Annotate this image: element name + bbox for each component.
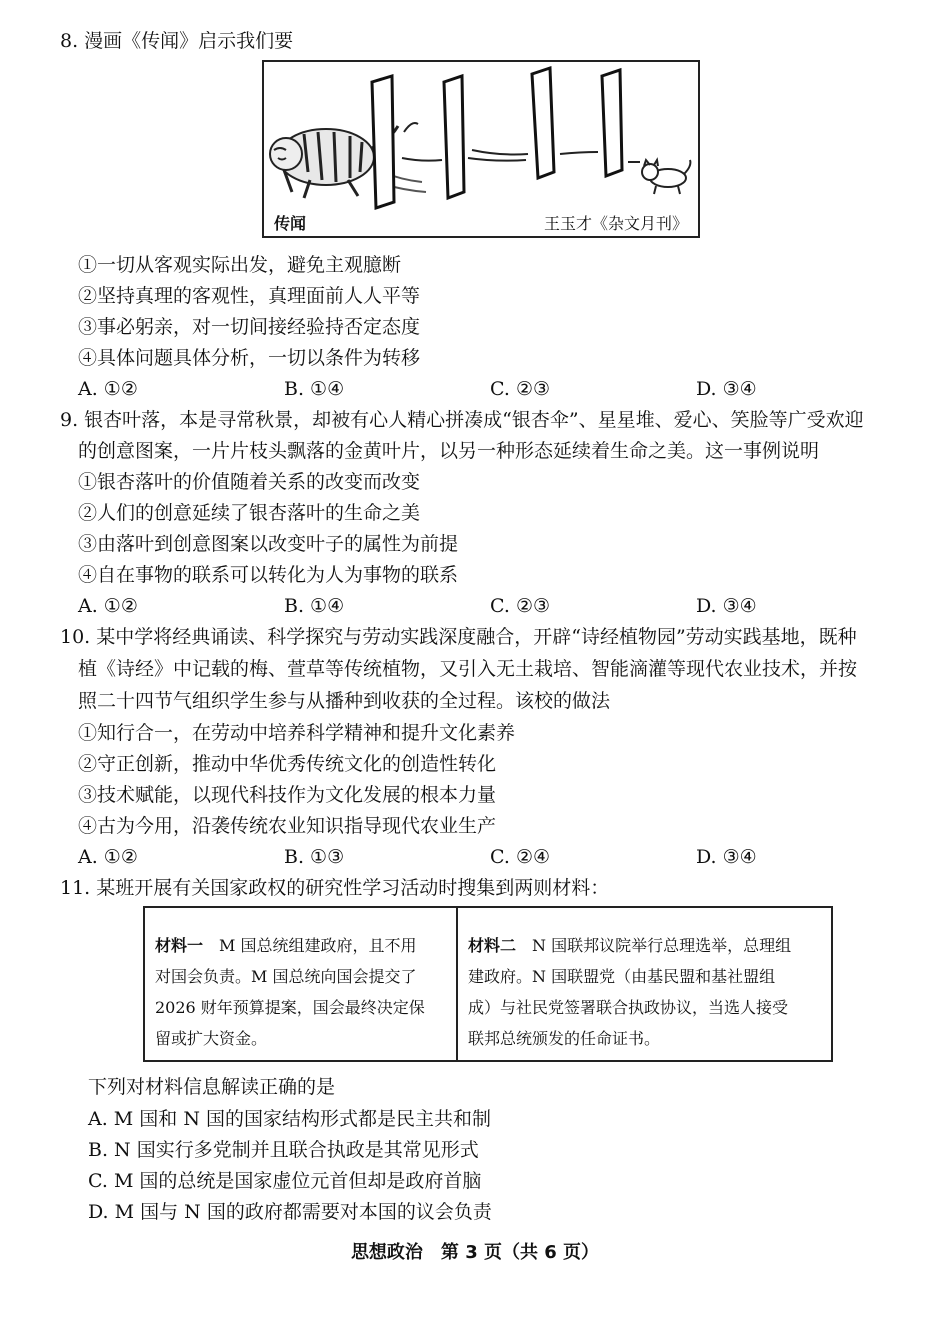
q11-prompt: 下列对材料信息解读正确的是: [88, 1076, 336, 1098]
q9-item-3: ③由落叶到创意图案以改变叶子的属性为前提: [78, 533, 459, 555]
q10-item-4: ④古为今用，沿袭传统农业知识指导现代农业生产: [78, 815, 497, 837]
material-one-line: 留或扩大资金。: [155, 1029, 268, 1048]
material-one-line: 对国会负责。M 国总统向国会提交了: [155, 967, 417, 986]
q8-item-4: ④具体问题具体分析，一切以条件为转移: [78, 347, 421, 369]
q10-item-3: ③技术赋能，以现代科技作为文化发展的根本力量: [78, 784, 497, 806]
panels-icon: [372, 68, 622, 208]
material-two-line: N 国联邦议院举行总理选举，总理组: [532, 936, 792, 955]
q8-option-d: D. ③④: [696, 378, 757, 400]
q11-option-b: B. N 国实行多党制并且联合执政是其常见形式: [88, 1139, 479, 1161]
cat-icon: [642, 160, 690, 194]
q11-stem: 11. 某班开展有关国家政权的研究性学习活动时搜集到两则材料：: [60, 877, 610, 899]
material-one-line: M 国总统组建政府，且不用: [219, 936, 417, 955]
q10-stem-line-1: 10. 某中学将经典诵读、科学探究与劳动实践深度融合，开辟“诗经植物园”劳动实践基地，既种: [60, 626, 857, 648]
q9-option-d: D. ③④: [696, 595, 757, 617]
material-two: [458, 908, 831, 1060]
comic-credit: 王玉才《杂文月刊》: [543, 214, 688, 233]
material-one-label: 材料一: [155, 936, 204, 955]
material-two-line: 建政府。N 国联盟党（由基民盟和基社盟组: [468, 967, 776, 986]
comic-illustration: [262, 60, 700, 238]
q10-option-c: C. ②④: [490, 846, 551, 868]
material-one: [145, 908, 458, 1060]
q10-option-a: A. ①②: [78, 846, 138, 868]
q9-stem-line-2: 的创意图案，一片片枝头飘落的金黄叶片，以另一种形态延续着生命之美。这一事例说明: [78, 440, 820, 462]
material-one-line: 2026 财年预算提案，国会最终决定保: [155, 998, 425, 1017]
material-two-line: 成）与社民党签署联合执政协议，当选人接受: [468, 998, 789, 1017]
q8-item-3: ③事必躬亲，对一切间接经验持否定态度: [78, 316, 421, 338]
q9-item-1: ①银杏落叶的价值随着关系的改变而改变: [78, 471, 421, 493]
q10-item-1: ①知行合一，在劳动中培养科学精神和提升文化素养: [78, 722, 516, 744]
comic-title: 传闻: [274, 214, 307, 233]
q8-option-c: C. ②③: [490, 378, 551, 400]
q11-option-d: D. M 国与 N 国的政府都需要对本国的议会负责: [88, 1201, 492, 1223]
q10-stem-line-2: 植《诗经》中记载的梅、萱草等传统植物，又引入无土栽培、智能滴灌等现代农业技术，并按: [78, 658, 858, 680]
q9-item-2: ②人们的创意延续了银杏落叶的生命之美: [78, 502, 421, 524]
q9-option-c: C. ②③: [490, 595, 551, 617]
q8-stem: 8. 漫画《传闻》启示我们要: [60, 30, 294, 52]
q10-option-d: D. ③④: [696, 846, 757, 868]
comic-drawing: [264, 62, 698, 212]
page-footer: 思想政治 第 3 页（共 6 页）: [350, 1242, 600, 1263]
q8-item-1: ①一切从客观实际出发，避免主观臆断: [78, 254, 402, 276]
q10-stem-line-3: 照二十四节气组织学生参与从播种到收获的全过程。该校的做法: [78, 690, 611, 712]
material-two-line: 联邦总统颁发的任命证书。: [468, 1029, 661, 1048]
q9-stem-line-1: 9. 银杏叶落，本是寻常秋景，却被有心人精心拼凑成“银杏伞”、星星堆、爱心、笑脸等广受欢迎: [60, 409, 864, 431]
q9-option-b: B. ①④: [284, 595, 345, 617]
q8-item-2: ②坚持真理的客观性，真理面前人人平等: [78, 285, 421, 307]
q10-item-2: ②守正创新，推动中华优秀传统文化的创造性转化: [78, 753, 497, 775]
q9-option-a: A. ①②: [78, 595, 138, 617]
q11-option-a: A. M 国和 N 国的国家结构形式都是民主共和制: [88, 1108, 491, 1130]
material-two-label: 材料二: [468, 936, 517, 955]
q8-option-a: A. ①②: [78, 378, 138, 400]
materials-table: [143, 906, 833, 1062]
q10-option-b: B. ①③: [284, 846, 345, 868]
q8-option-b: B. ①④: [284, 378, 345, 400]
q9-item-4: ④自在事物的联系可以转化为人为事物的联系: [78, 564, 459, 586]
q11-option-c: C. M 国的总统是国家虚位元首但却是政府首脑: [88, 1170, 482, 1192]
